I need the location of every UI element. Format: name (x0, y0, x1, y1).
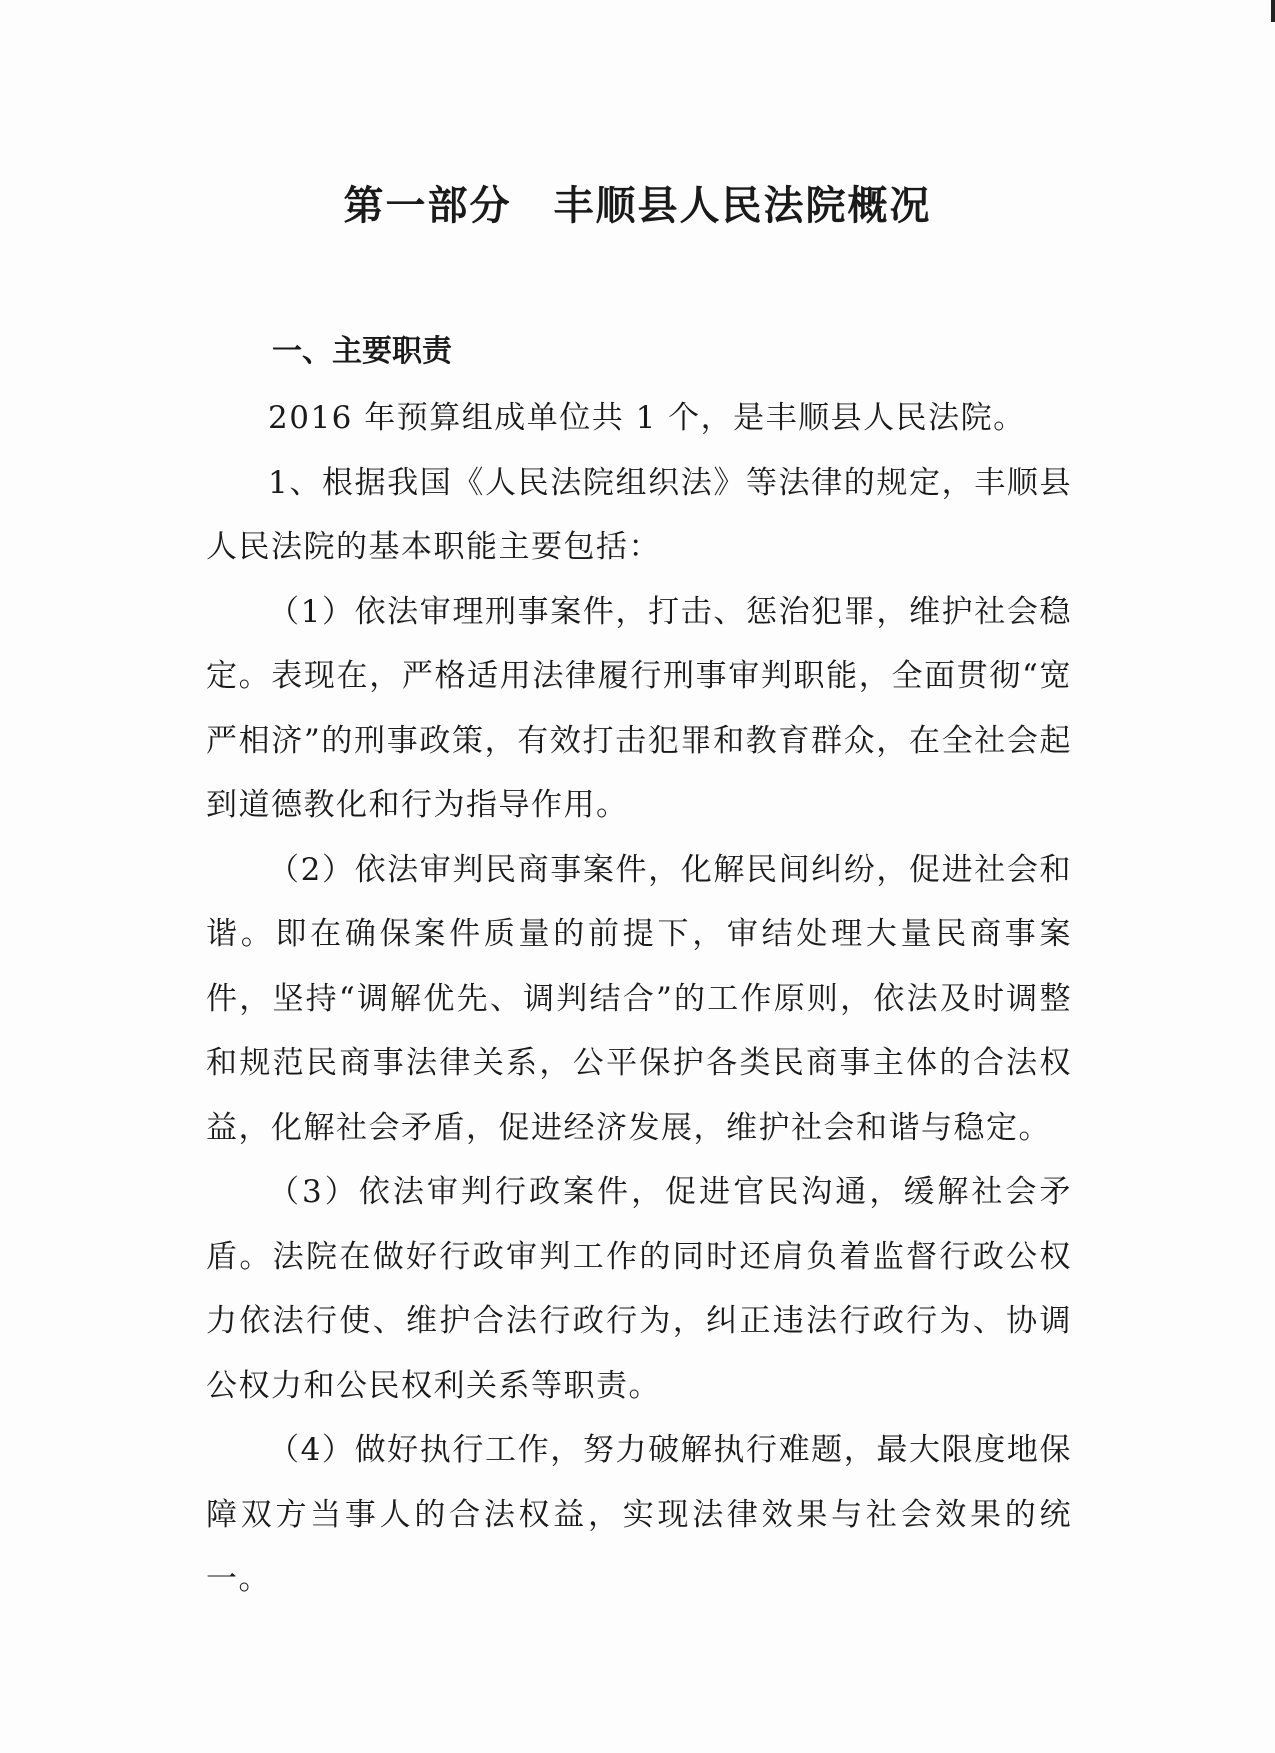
paragraph-civil-commercial-cases: （2）依法审判民商事案件，化解民间纠纷，促进社会和谐。即在确保案件质量的前提下，审结处理大量民商事案件，坚持“调解优先、调判结合”的工作原则，依法及时调整和规范民商事法律关系，公平保护各类民商事主体的合法权益，化解社会矛盾，促进经济发展，维护社会和谐与稳定。 (206, 851, 1072, 1146)
section-heading: 一、主要职责 (272, 334, 452, 369)
paragraph-criminal-cases: （1）依法审理刑事案件，打击、惩治犯罪，维护社会稳定。表现在，严格适用法律履行刑事审判职能，全面贯彻“宽严相济”的刑事政策，有效打击犯罪和教育群众，在全社会起到道德教化和行为指导作用。 (206, 593, 1072, 823)
document-body (206, 386, 1072, 1612)
paragraph-budget-units: 2016 年预算组成单位共 1 个，是丰顺县人民法院。 (268, 400, 1026, 436)
document-title: 第一部分 丰顺县人民法院概况 (343, 183, 932, 229)
paragraph-administrative-cases: （3）依法审判行政案件，促进官民沟通，缓解社会矛盾。法院在做好行政审判工作的同时还肩负着监督行政公权力依法行使、维护合法行政行为，纠正违法行政行为、协调公权力和公民权利关系等职责。 (206, 1174, 1072, 1404)
paragraph-enforcement: （4）做好执行工作，努力破解执行难题，最大限度地保障双方当事人的合法权益，实现法律效果与社会效果的统一。 (206, 1432, 1072, 1597)
scan-edge-mark (1271, 0, 1275, 22)
paragraph-functions-intro: 1、根据我国《人民法院组织法》等法律的规定，丰顺县人民法院的基本职能主要包括： (206, 464, 1072, 565)
